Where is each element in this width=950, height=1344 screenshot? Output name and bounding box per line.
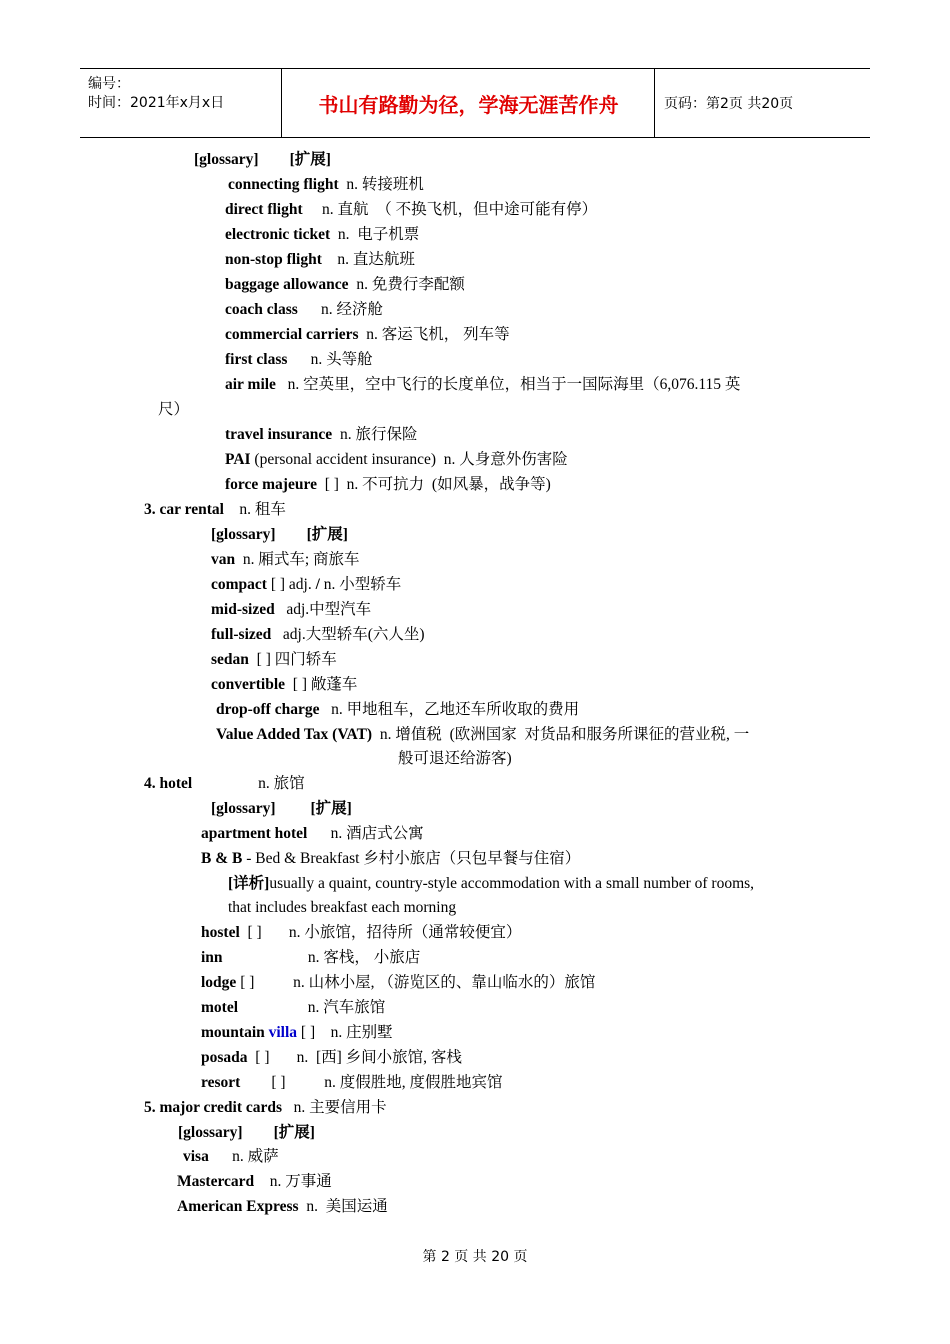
definition-text: n. 厢式车; 商旅车 — [235, 551, 360, 568]
definition-text: n. 酒店式公寓 — [307, 825, 424, 842]
glossary-line — [201, 823, 424, 845]
term-text: / — [315, 576, 320, 593]
definition-text: n. 空英里，空中飞行的长度单位，相当于一国际海里（6,076.115 英 — [275, 376, 741, 393]
definition-text: n. 汽车旅馆 — [238, 999, 386, 1016]
glossary-line — [177, 1171, 332, 1193]
definition-text: n. 直航 （ 不换飞机，但中途可能有停） — [302, 201, 598, 218]
term-text: [glossary] — [194, 151, 259, 168]
glossary-line — [228, 174, 424, 196]
term-text: American Express — [177, 1198, 299, 1215]
term-text: non-stop flight — [225, 251, 322, 268]
glossary-line — [201, 922, 521, 944]
definition-text: n. 增值税 (欧洲国家 对货品和服务所课征的营业税, 一 — [372, 726, 750, 743]
glossary-line — [225, 299, 383, 321]
glossary-line — [211, 798, 352, 820]
term-text: apartment hotel — [201, 825, 308, 842]
term-text: [glossary] — [211, 526, 276, 543]
definition-text: that includes breakfast each morning — [228, 899, 457, 916]
term-text: 5. major credit cards — [144, 1099, 283, 1116]
definition-text: - Bed & Breakfast 乡村小旅店（只包早餐与住宿） — [242, 850, 581, 867]
page-footer: 第 2 页 共 20 页 — [422, 1249, 528, 1265]
glossary-line — [201, 848, 580, 870]
definition-text: 尺） — [158, 401, 190, 418]
term-text: convertible — [211, 676, 286, 693]
glossary-line — [144, 499, 286, 521]
header-motto: 书山有路勤为径，学海无涯苦作舟 — [318, 92, 619, 117]
glossary-line — [225, 199, 597, 221]
definition-text: adj.大型轿车(六人坐) — [271, 626, 425, 643]
definition-text: n. 经济舱 — [297, 301, 384, 318]
term-text: motel — [201, 999, 239, 1016]
glossary-line — [228, 873, 754, 895]
term-text: inn — [201, 949, 223, 966]
definition-text: n. 直达航班 — [321, 251, 415, 268]
definition-text: [ ] 四门轿车 — [248, 651, 337, 668]
glossary-line — [201, 1047, 462, 1069]
definition-text: [ ] 敞蓬车 — [285, 676, 358, 693]
glossary-line — [211, 674, 357, 696]
glossary-line — [228, 897, 456, 919]
term-text: [详析] — [228, 875, 270, 892]
definition-text: (personal accident insurance) n. 人身意外伤害险 — [250, 451, 568, 468]
term-text: 3. car rental — [144, 501, 224, 518]
glossary-line — [225, 224, 419, 246]
definition-text: n. 小型轿车 — [319, 576, 402, 593]
document-header — [80, 68, 870, 138]
definition-text: n. 万事通 — [254, 1173, 332, 1190]
document-number-label: 编号： — [88, 76, 130, 92]
glossary-line — [178, 1122, 315, 1144]
term-text: force majeure — [225, 476, 317, 493]
glossary-line — [183, 1146, 279, 1168]
term-text: mid-sized — [211, 601, 275, 618]
glossary-line — [225, 274, 465, 296]
term-text: mountain — [201, 1024, 269, 1041]
glossary-line — [211, 524, 348, 546]
definition-text: n. 客运飞机， 列车等 — [358, 326, 510, 343]
glossary-line — [211, 624, 425, 646]
term-text: compact — [211, 576, 267, 593]
definition-text: [ ] n. 小旅馆，招待所（通常较便宜） — [239, 924, 522, 941]
glossary-line — [201, 947, 420, 969]
glossary-line — [201, 1022, 393, 1044]
definition-text: n. 威萨 — [208, 1148, 279, 1165]
term-text: [glossary] — [178, 1124, 243, 1141]
glossary-line — [216, 699, 579, 721]
glossary-line — [144, 1097, 387, 1119]
term-text: posada — [201, 1049, 248, 1066]
header-page-info: 页码：第2页 共20页 — [664, 96, 794, 112]
glossary-line — [144, 773, 305, 795]
definition-text: n. 甲地租车，乙地还车所收取的费用 — [319, 701, 580, 718]
term-text: resort — [201, 1074, 241, 1091]
glossary-line — [201, 1072, 503, 1094]
definition-text: [ ] adj. — [266, 576, 316, 593]
term-text: PAI — [225, 451, 251, 468]
glossary-line — [225, 449, 568, 471]
definition-text: [ ] n. 庄别墅 — [297, 1024, 393, 1041]
definition-text: adj.中型汽车 — [274, 601, 372, 618]
definition-text: n. 租车 — [223, 501, 286, 518]
term-text: first class — [225, 351, 288, 368]
term-text: connecting flight — [228, 176, 339, 193]
term-text: [glossary] — [211, 800, 276, 817]
definition-text: [ ] n. 度假胜地, 度假胜地宾馆 — [240, 1074, 503, 1091]
glossary-line — [225, 374, 740, 396]
glossary-line — [211, 549, 360, 571]
glossary-line — [158, 399, 189, 421]
definition-text: usually a quaint, country-style accommodation with a small number of rooms, — [269, 875, 755, 892]
document-date: 时间：2021年x月x日 — [88, 95, 225, 111]
definition-text: n. 头等舱 — [287, 351, 373, 368]
term-text: visa — [183, 1148, 209, 1165]
definition-text: n. 美国运通 — [298, 1198, 388, 1215]
definition-text: n. 转接班机 — [338, 176, 424, 193]
term-text: [扩展] — [275, 800, 352, 817]
term-text: full-sized — [211, 626, 272, 643]
term-text: lodge — [201, 974, 237, 991]
definition-text: n. 客栈， 小旅店 — [222, 949, 421, 966]
term-text: baggage allowance — [225, 276, 349, 293]
term-text: [扩展] — [258, 151, 331, 168]
term-text: commercial carriers — [225, 326, 359, 343]
term-text: coach class — [225, 301, 298, 318]
glossary-line — [225, 324, 510, 346]
glossary-line — [201, 972, 595, 994]
term-text: travel insurance — [225, 426, 333, 443]
glossary-line — [398, 748, 512, 770]
term-text: Mastercard — [177, 1173, 255, 1190]
glossary-line — [225, 474, 551, 496]
glossary-line — [211, 599, 371, 621]
highlighted-term: villa — [268, 1024, 298, 1041]
term-text: [扩展] — [242, 1124, 315, 1141]
term-text: direct flight — [225, 201, 303, 218]
definition-text: n. 旅馆 — [192, 775, 305, 792]
glossary-line — [225, 349, 373, 371]
glossary-line — [216, 724, 749, 746]
glossary-line — [225, 424, 417, 446]
definition-text: [ ] n. 不可抗力 (如风暴，战争等) — [316, 476, 551, 493]
term-text: sedan — [211, 651, 249, 668]
header-meta — [88, 75, 224, 113]
term-text: hostel — [201, 924, 240, 941]
term-text: 4. hotel — [144, 775, 193, 792]
term-text: [扩展] — [275, 526, 348, 543]
glossary-line — [194, 149, 331, 171]
glossary-line — [211, 649, 337, 671]
term-text: van — [211, 551, 236, 568]
definition-text: n. 主要信用卡 — [282, 1099, 387, 1116]
glossary-line — [177, 1196, 388, 1218]
definition-text: 般可退还给游客) — [398, 750, 512, 767]
glossary-line — [201, 997, 385, 1019]
term-text: Value Added Tax (VAT) — [216, 726, 373, 743]
term-text: air mile — [225, 376, 276, 393]
definition-text: n. 旅行保险 — [332, 426, 418, 443]
definition-text: n. 免费行李配额 — [348, 276, 465, 293]
term-text: drop-off charge — [216, 701, 320, 718]
definition-text: n. 电子机票 — [330, 226, 420, 243]
definition-text: [ ] n. 山林小屋, （游览区的、靠山临水的）旅馆 — [236, 974, 596, 991]
term-text: B & B — [201, 850, 243, 867]
definition-text: [ ] n. [西] 乡间小旅馆, 客栈 — [247, 1049, 462, 1066]
term-text: electronic ticket — [225, 226, 331, 243]
glossary-line — [211, 574, 401, 596]
glossary-line — [225, 249, 415, 271]
